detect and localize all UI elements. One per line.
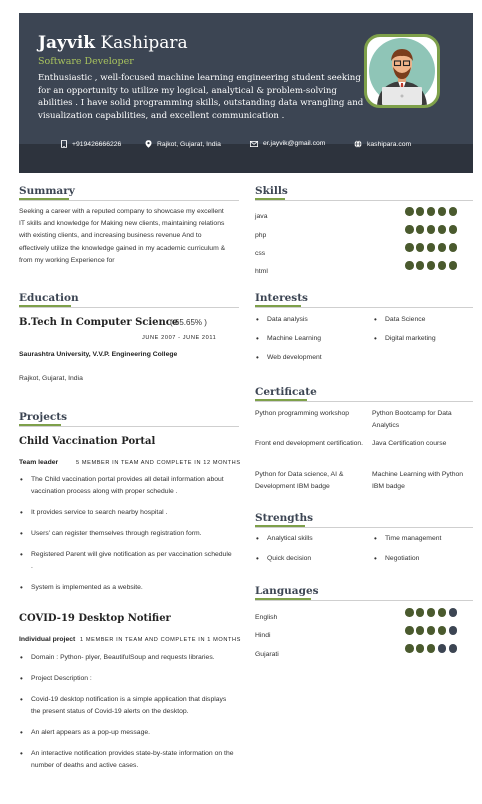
rating-dot xyxy=(449,626,458,635)
project-role: Individual project xyxy=(19,636,76,643)
rating-dot xyxy=(405,608,414,617)
project-bullets xyxy=(19,474,234,594)
rating-dot xyxy=(416,243,425,252)
rating-dot xyxy=(449,644,458,653)
skill-name: css xyxy=(255,250,266,257)
skill-rating xyxy=(405,261,457,270)
rating-dot xyxy=(416,608,425,617)
skills-heading: Skills xyxy=(255,185,288,197)
degree-title: B.Tech In Computer Science xyxy=(19,317,179,328)
list-item: • System is implemented as a website. xyxy=(19,582,234,594)
website-link[interactable]: kashipara.com xyxy=(367,140,412,148)
contact-website[interactable] xyxy=(354,140,411,148)
list-item: • Project Description : xyxy=(19,673,234,685)
certificate-item: Front end development certification. xyxy=(255,440,364,447)
rating-dot xyxy=(438,261,447,270)
skill-name: php xyxy=(255,232,267,239)
skill-name: html xyxy=(255,268,268,275)
divider xyxy=(255,401,473,402)
certificate-item: Python Bootcamp for Data Analytics xyxy=(372,410,452,430)
phone-text: +919426666226 xyxy=(72,140,122,148)
list-item: • Negotiation xyxy=(373,553,473,565)
divider xyxy=(19,426,239,427)
rating-dot xyxy=(416,644,425,653)
avatar xyxy=(364,34,440,108)
certificate-heading: Certificate xyxy=(255,386,317,398)
strengths-list xyxy=(255,533,365,565)
rating-dot xyxy=(427,644,436,653)
rating-dot xyxy=(416,225,425,234)
full-name xyxy=(38,33,188,53)
header-summary: Enthusiastic , well-focused machine learning engineering student seeking for an opportunity to utilize my logical, analytical & problem-solving abilities . I have solid programming skills, outstanding data wrangling and visualization capabilities, and excellent communication . xyxy=(38,73,364,121)
project-meta: 5 MEMBER IN TEAM AND COMPLETE IN 12 MONTHS xyxy=(76,460,241,466)
project-title: COVID-19 Desktop Notifier xyxy=(19,613,171,624)
contact-location xyxy=(145,140,221,148)
contact-phone xyxy=(61,140,121,148)
projects-heading: Projects xyxy=(19,411,68,423)
email-icon xyxy=(250,141,258,147)
education-heading: Education xyxy=(19,292,79,304)
interests-list xyxy=(373,314,473,345)
rating-dot xyxy=(438,626,447,635)
rating-dot xyxy=(427,243,436,252)
list-item: • Data Science xyxy=(373,314,473,326)
language-name: Gujarati xyxy=(255,651,279,658)
rating-dot xyxy=(449,207,458,216)
location-pin-icon xyxy=(145,140,152,148)
rating-dot xyxy=(438,207,447,216)
list-item: • Quick decision xyxy=(255,553,365,565)
list-item: • Users' can register themselves through registration form. xyxy=(19,528,234,540)
rating-dot xyxy=(438,644,447,653)
language-rating xyxy=(405,644,457,653)
resume-header xyxy=(19,13,473,173)
rating-dot xyxy=(427,261,436,270)
certificate-item: Machine Learning with Python IBM badge xyxy=(372,471,464,491)
school-location: Rajkot, Gujarat, India xyxy=(19,375,83,382)
project-meta: 1 MEMBER IN TEAM AND COMPLETE IN 1 MONTHS xyxy=(80,637,241,643)
contact-email[interactable] xyxy=(250,140,325,147)
contact-bar xyxy=(19,144,473,173)
degree-score: ( 65.65% ) xyxy=(170,318,207,327)
rating-dot xyxy=(427,626,436,635)
language-name: English xyxy=(255,614,278,621)
list-item: • An interactive notification provides state-by-state information on the number of deaths and active cases. xyxy=(19,748,234,772)
summary-text: Seeking a career with a reputed company to showcase my excellent IT skills and knowledge for Making new clients, maintaining relations with existing clients, and increasing business revenue And to effectively utilize the knowledge gained in my academic curriculum & from my working Experience for xyxy=(19,208,226,264)
rating-dot xyxy=(405,626,414,635)
interests-list xyxy=(255,314,365,364)
list-item: • Data analysis xyxy=(255,314,365,326)
list-item: • Web development xyxy=(255,352,365,364)
skill-name: java xyxy=(255,213,268,220)
rating-dot xyxy=(449,243,458,252)
strengths-list xyxy=(373,533,473,565)
rating-dot xyxy=(405,207,414,216)
divider xyxy=(255,307,473,308)
interests-heading: Interests xyxy=(255,292,308,304)
divider xyxy=(255,200,473,201)
rating-dot xyxy=(416,207,425,216)
divider xyxy=(19,200,239,201)
project-bullets xyxy=(19,652,234,772)
language-name: Hindi xyxy=(255,632,271,639)
language-rating xyxy=(405,626,457,635)
divider xyxy=(19,307,239,308)
project-title: Child Vaccination Portal xyxy=(19,436,156,447)
list-item: • Time management xyxy=(373,533,473,545)
first-name: Jayvik xyxy=(38,33,96,53)
last-name: Kashipara xyxy=(100,33,188,53)
rating-dot xyxy=(416,626,425,635)
project-role: Team leader xyxy=(19,459,59,466)
language-rating xyxy=(405,608,457,617)
rating-dot xyxy=(405,261,414,270)
certificate-item: Python for Data science, AI & Development IBM badge xyxy=(255,471,344,491)
list-item: • The Child vaccination portal provides all detail information about vaccination process along with proper schedule . xyxy=(19,474,234,498)
location-text: Rajkot, Gujarat, India xyxy=(157,140,221,148)
list-item: • Analytical skills xyxy=(255,533,365,545)
skill-rating xyxy=(405,207,457,216)
languages-heading: Languages xyxy=(255,585,319,597)
list-item: • Covid-19 desktop notification is a simple application that displays the present status of Covid-19 alerts on the desktop. xyxy=(19,694,234,718)
list-item: • Registered Parent will give notification as per vaccination schedule . xyxy=(19,549,234,573)
education-dates: JUNE 2007 - JUNE 2011 xyxy=(142,335,217,341)
job-title: Software Developer xyxy=(38,56,134,67)
certificate-item: Python programming workshop xyxy=(255,410,350,417)
skill-rating xyxy=(405,243,457,252)
skill-rating xyxy=(405,225,457,234)
rating-dot xyxy=(438,225,447,234)
avatar-illustration xyxy=(367,37,437,105)
rating-dot xyxy=(405,243,414,252)
rating-dot xyxy=(449,261,458,270)
email-link[interactable]: er.jayvik@gmail.com xyxy=(263,140,326,147)
divider xyxy=(255,600,473,601)
list-item: • Machine Learning xyxy=(255,333,365,345)
rating-dot xyxy=(438,243,447,252)
school-name: Saurashtra University, V.V.P. Engineering College xyxy=(19,351,178,358)
rating-dot xyxy=(427,207,436,216)
rating-dot xyxy=(449,225,458,234)
rating-dot xyxy=(427,608,436,617)
list-item: • Digital marketing xyxy=(373,333,473,345)
rating-dot xyxy=(416,261,425,270)
list-item: • An alert appears as a pop-up message. xyxy=(19,727,234,739)
rating-dot xyxy=(427,225,436,234)
globe-icon xyxy=(354,140,362,148)
certificate-item: Java Certification course xyxy=(372,440,447,447)
summary-heading: Summary xyxy=(19,185,75,197)
phone-icon xyxy=(61,140,67,148)
strengths-heading: Strengths xyxy=(255,512,314,524)
list-item: • Domain : Python- plyer, BeautifulSoup and requests libraries. xyxy=(19,652,234,664)
rating-dot xyxy=(405,644,414,653)
list-item: • It provides service to search nearby hospital . xyxy=(19,507,234,519)
rating-dot xyxy=(438,608,447,617)
rating-dot xyxy=(449,608,458,617)
rating-dot xyxy=(405,225,414,234)
divider xyxy=(255,527,473,528)
